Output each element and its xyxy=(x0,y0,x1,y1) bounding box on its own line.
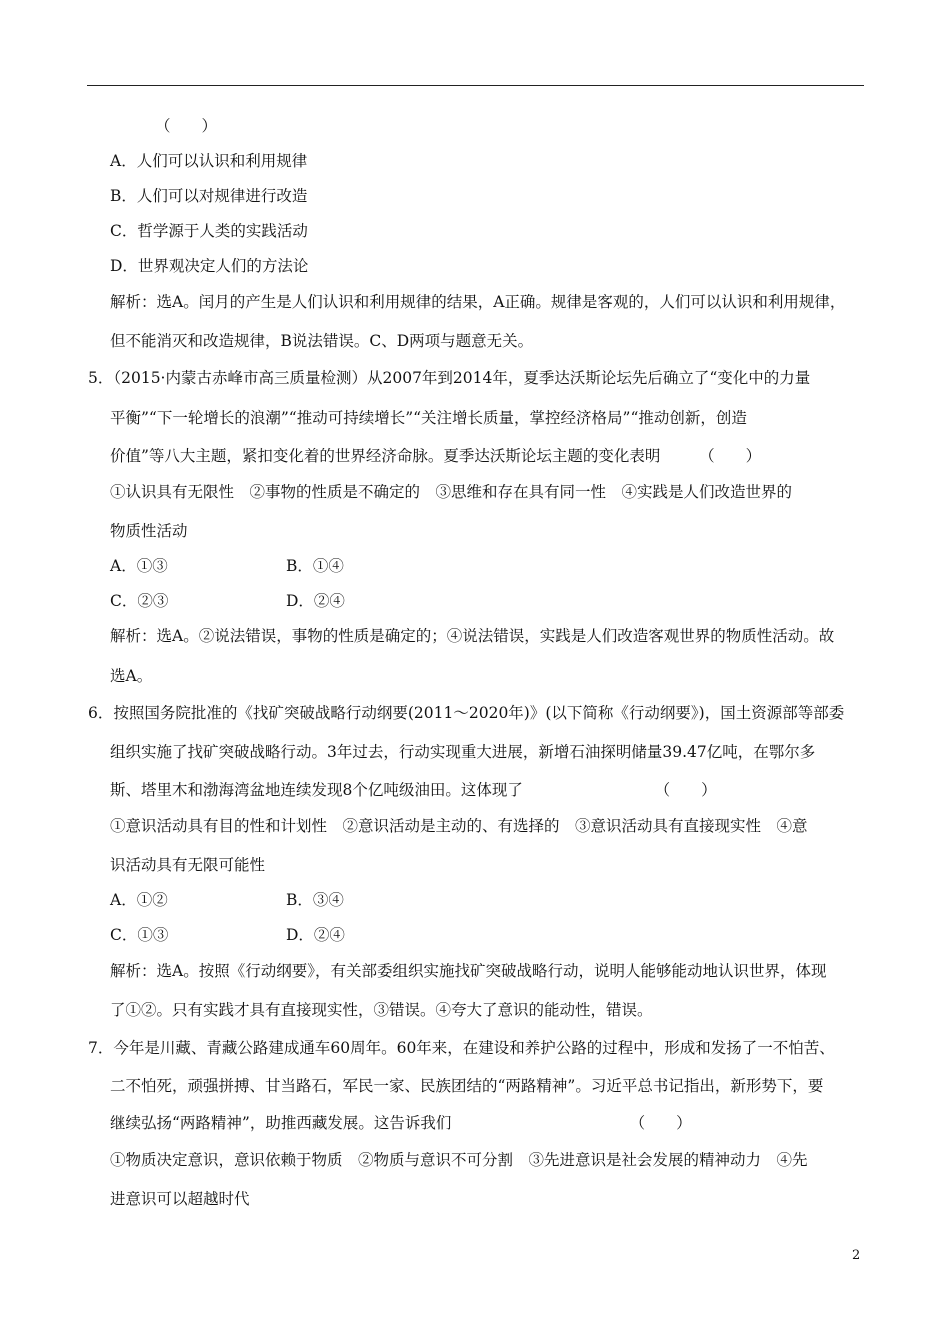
question-5-statements: ①认识具有无限性 ②事物的性质是不确定的 ③思维和存在具有同一性 ④实践是人们改造世界的 xyxy=(110,483,793,501)
option-b: B．③④ xyxy=(286,891,344,909)
option-d: D．世界观决定人们的方法论 xyxy=(110,257,309,275)
question-6-line: 组织实施了找矿突破战略行动。3年过去，行动实现重大进展，新增石油探明储量39.47亿吨，在鄂尔多 xyxy=(110,743,816,761)
question-6-statements: ①意识活动具有目的性和计划性 ②意识活动是主动的、有选择的 ③意识活动具有直接现实性 ④意 xyxy=(110,817,808,835)
analysis-line: 了①②。只有实践才具有直接现实性，③错误。④夸大了意识的能动性，错误。 xyxy=(110,1001,653,1019)
option-b: B．人们可以对规律进行改造 xyxy=(110,187,308,205)
question-6-line: 6．按照国务院批准的《找矿突破战略行动纲要(2011～2020年)》(以下简称《行动纲要》)，国土资源部等部委 xyxy=(88,704,845,722)
option-a: A．①③ xyxy=(110,557,168,575)
answer-bracket: （ ） xyxy=(155,117,218,135)
question-5-line: 价值”等八大主题，紧扣变化着的世界经济命脉。夏季达沃斯论坛主题的变化表明 （ ） xyxy=(110,447,762,465)
option-a: A．人们可以认识和利用规律 xyxy=(110,152,308,170)
option-d: D．②④ xyxy=(286,926,345,944)
question-5-statements: 物质性活动 xyxy=(110,522,188,540)
analysis-line: 解析：选A。②说法错误，事物的性质是确定的；④说法错误，实践是人们改造客观世界的物质性活动。故 xyxy=(110,627,835,645)
option-c: C．②③ xyxy=(110,592,169,610)
question-6-line: 斯、塔里木和渤海湾盆地连续发现8个亿吨级油田。这体现了 （ ） xyxy=(110,781,717,799)
option-c: C．①③ xyxy=(110,926,169,944)
option-b: B．①④ xyxy=(286,557,344,575)
question-7-line: 7．今年是川藏、青藏公路建成通车60周年。60年来，在建设和养护公路的过程中，形成和发扬了一不怕苦、 xyxy=(88,1039,835,1057)
analysis-line: 选A。 xyxy=(110,667,153,685)
analysis-line: 解析：选A。闰月的产生是人们认识和利用规律的结果，A正确。规律是客观的，人们可以认识和利用规律， xyxy=(110,293,846,311)
page-number: 2 xyxy=(852,1248,861,1263)
question-7-statements: ①物质决定意识，意识依赖于物质 ②物质与意识不可分割 ③先进意识是社会发展的精神动力 ④先 xyxy=(110,1151,808,1169)
analysis-line: 解析：选A。按照《行动纲要》，有关部委组织实施找矿突破战略行动，说明人能够能动地认识世界，体现 xyxy=(110,962,827,980)
question-7-statements: 进意识可以超越时代 xyxy=(110,1190,250,1208)
analysis-line: 但不能消灭和改造规律，B说法错误。C、D两项与题意无关。 xyxy=(110,332,534,350)
question-5-line: 平衡”“下一轮增长的浪潮”“推动可持续增长”“关注增长质量，掌控经济格局”“推动创新，创造 xyxy=(110,409,747,427)
question-7-line: 继续弘扬“两路精神”，助推西藏发展。这告诉我们 （ ） xyxy=(110,1114,692,1132)
header-rule xyxy=(87,85,864,86)
question-6-statements: 识活动具有无限可能性 xyxy=(110,856,266,874)
option-d: D．②④ xyxy=(286,592,345,610)
question-5-line: 5．（2015·内蒙古赤峰市高三质量检测）从2007年到2014年，夏季达沃斯论坛先后确立了“变化中的力量 xyxy=(88,369,811,387)
option-a: A．①② xyxy=(110,891,168,909)
option-c: C．哲学源于人类的实践活动 xyxy=(110,222,308,240)
question-7-line: 二不怕死，顽强拼搏、甘当路石，军民一家、民族团结的“两路精神”。习近平总书记指出，新形势下，要 xyxy=(110,1077,824,1095)
